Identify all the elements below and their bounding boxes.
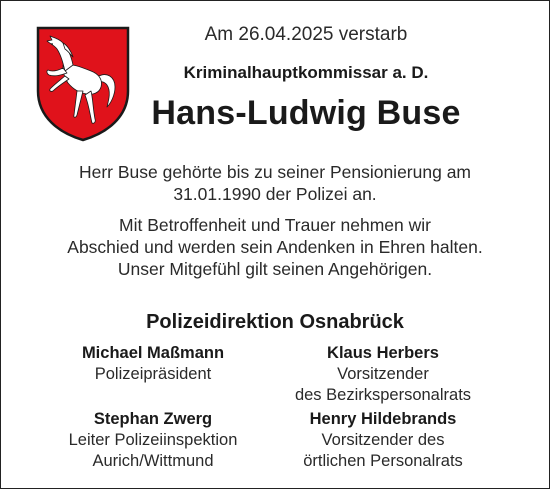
signatory-block <box>253 343 513 406</box>
signatory-title: Aurich/Wittmund <box>92 452 214 470</box>
deceased-name: Hans-Ludwig Buse <box>151 94 461 132</box>
signatory-block <box>23 409 283 472</box>
death-date-line: Am 26.04.2025 verstarb <box>204 24 408 45</box>
signatory-title: Polizeipräsident <box>94 365 212 383</box>
signatory-title: Vorsitzender des <box>321 431 445 449</box>
signatory-name: Stephan Zwerg <box>93 410 213 428</box>
signatory-name: Michael Maßmann <box>81 344 225 362</box>
signatory-name: Henry Hildebrands <box>309 410 457 428</box>
paragraph-line: Unser Mitgefühl gilt seinen Angehörigen. <box>117 259 433 279</box>
signatory-title: Vorsitzender <box>337 365 429 383</box>
signatory-name: Klaus Herbers <box>327 344 439 362</box>
deceased-rank: Kriminalhauptkommissar a. D. <box>183 63 429 82</box>
paragraph-line: 31.01.1990 der Polizei an. <box>173 184 377 204</box>
signatory-title: örtlichen Personalrats <box>303 452 463 470</box>
lower-saxony-horse-crest-icon <box>35 25 131 143</box>
signatory-title: des Bezirkspersonalrats <box>294 386 472 404</box>
condolence-paragraph <box>1 214 549 280</box>
signatory-block <box>23 343 283 385</box>
paragraph-line: Herr Buse gehörte bis zu seiner Pensionierung am <box>78 162 471 182</box>
signatory-title: Leiter Polizeiinspektion <box>68 431 238 449</box>
paragraph-line: Mit Betroffenheit und Trauer nehmen wir <box>119 215 431 235</box>
signatory-block <box>253 409 513 472</box>
organization-name: Polizeidirektion Osnabrück <box>146 311 404 333</box>
service-paragraph <box>1 161 549 205</box>
paragraph-line: Abschied und werden sein Andenken in Ehren halten. <box>67 237 483 257</box>
